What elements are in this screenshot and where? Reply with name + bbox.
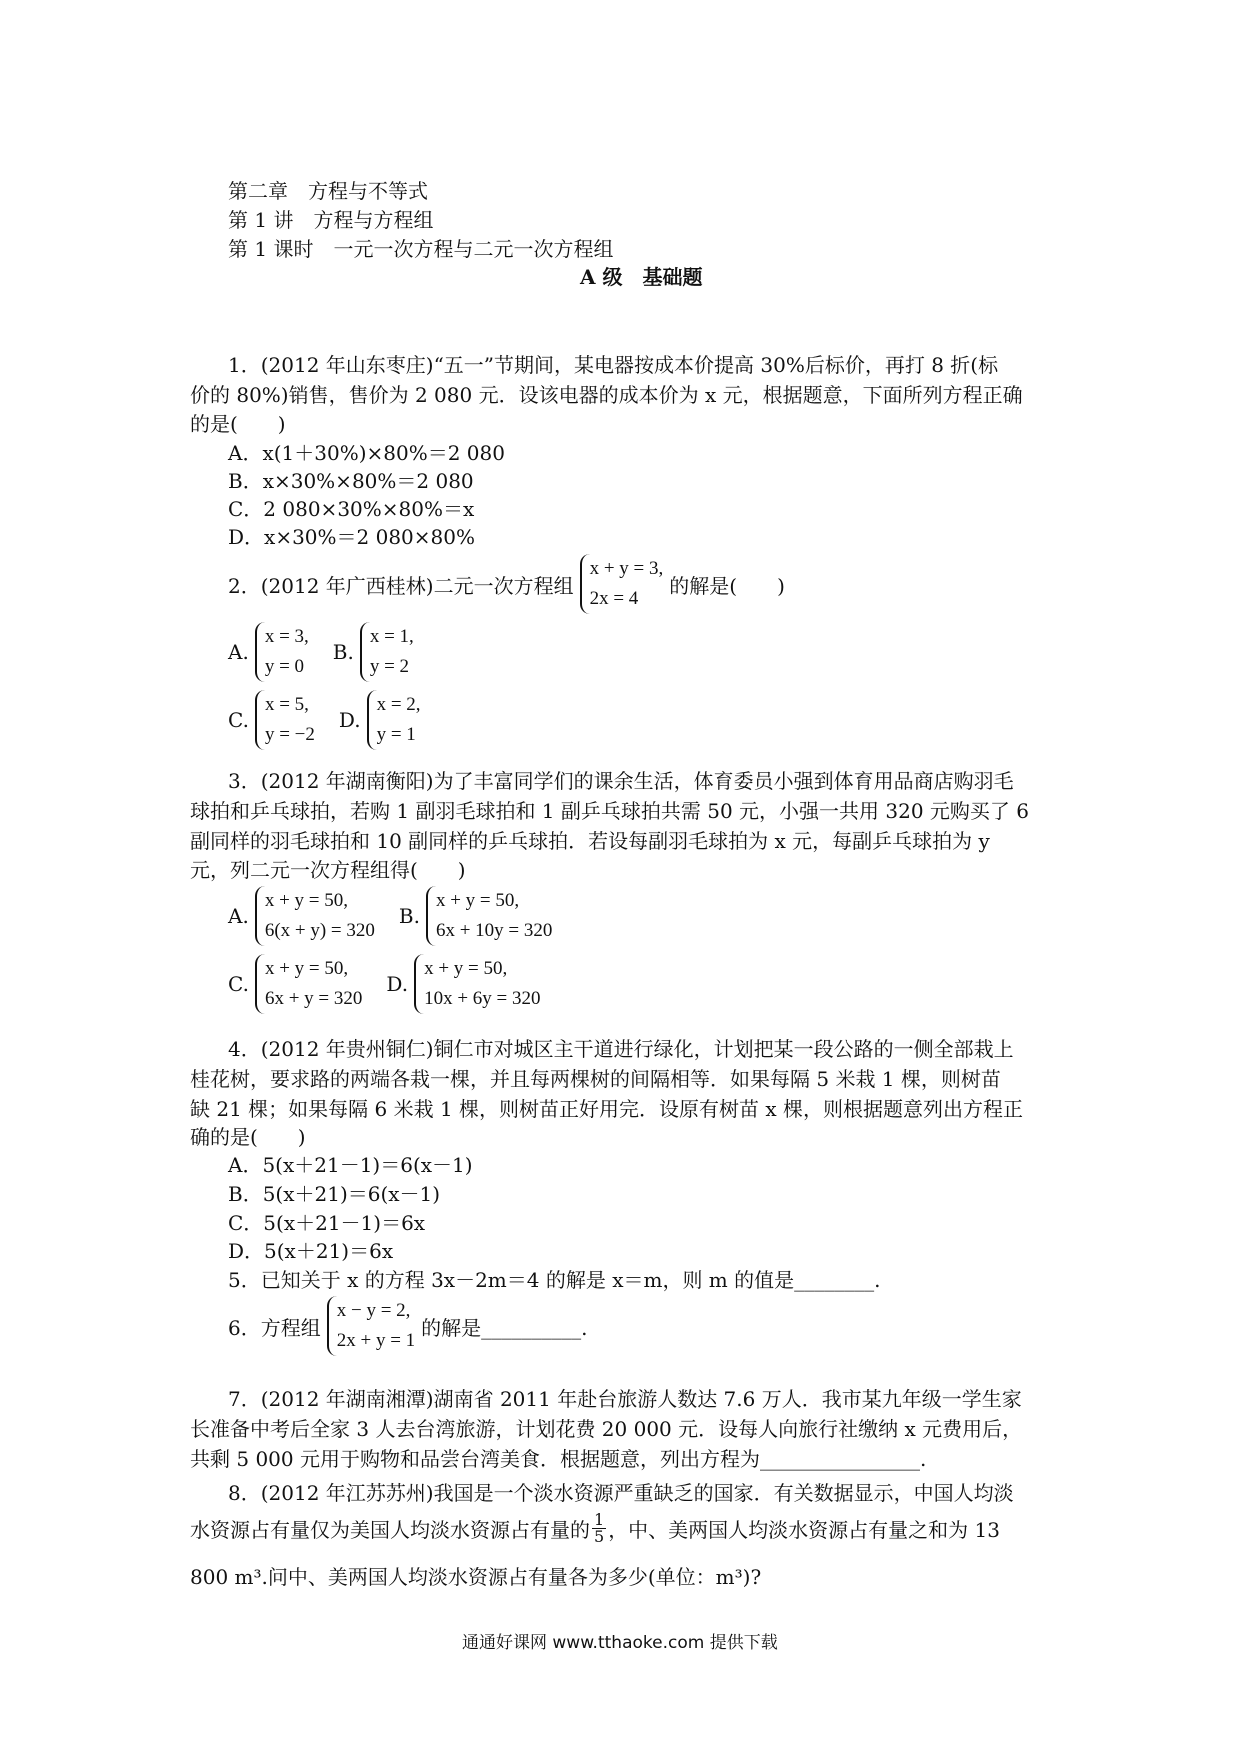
q7-line: 7．(2012 年湖南湘潭)湖南省 2011 年赴台旅游人数达 7.6 万人．我市某九年级一学生家 [228,1387,1022,1411]
q2-options-row [228,622,438,682]
fraction [592,1512,606,1545]
q6-suffix: 的解是__________. [421,1315,588,1340]
q1-option: B．x×30%×80%＝2 080 [228,469,474,493]
q1-line: 价的 80%)销售，售价为 2 080 元．设该电器的成本价为 x 元，根据题意，下面所列方程正确 [190,383,1023,407]
footer-credit: 通通好课网 www.tthaoke.com 提供下载 [462,1633,778,1653]
equation-system [426,886,552,946]
equation: 6x + 10y = 320 [435,920,553,941]
q8-line: 8．(2012 年江苏苏州)我国是一个淡水资源严重缺乏的国家．有关数据显示，中国人均淡 [228,1481,1014,1505]
equation: 6x + y = 320 [264,988,363,1009]
q4-line: 确的是( ) [190,1125,306,1149]
equation: 2x + y = 1 [336,1330,416,1351]
equation: y = −2 [264,724,315,745]
equation: x = 1, [369,626,414,647]
q2-suffix: 的解是( ) [669,573,785,598]
q8-text: ，中、美两国人均淡水资源占有量之和为 13 [608,1518,1000,1542]
q3-line: 3．(2012 年湖南衡阳)为了丰富同学们的课余生活，体育委员小强到体育用品商店购羽毛 [228,769,1014,793]
q4-line: 桂花树，要求路的两端各栽一棵，并且每两棵树的间隔相等．如果每隔 5 米栽 1 棵，则树苗 [190,1067,1001,1091]
equation: y = 2 [369,656,410,677]
fraction-denominator: 5 [594,1527,605,1546]
fraction-numerator: 1 [594,1510,605,1529]
q3-option-d [386,954,546,1014]
q3-line: 球拍和乒乓球拍，若购 1 副羽毛球拍和 1 副乒乓球拍共需 50 元，小强一共用 320 元购买了 6 [190,799,1030,823]
option-label: D. [386,972,409,996]
q1-option: A．x(1＋30%)×80%＝2 080 [228,441,505,465]
q2-option-d [339,690,427,750]
q2-option-c [228,690,321,750]
equation: x + y = 50, [424,958,508,979]
option-label: A. [228,904,249,928]
equation: y = 1 [376,724,416,745]
q2-stem [228,554,785,614]
equation: 10x + 6y = 320 [424,988,541,1009]
equation: x = 5, [264,694,309,715]
q2-option-b [333,622,420,682]
q4-option: C．5(x＋21－1)＝6x [228,1211,426,1235]
q2-prefix: 2．(2012 年广西桂林)二元一次方程组 [228,573,574,598]
q3-option-c [228,954,368,1014]
equation: x + y = 3, [589,558,664,579]
q8-line [190,1512,1000,1545]
q3-line: 元，列二元一次方程组得( ) [190,858,466,882]
q3-option-b [399,886,559,946]
q7-line: 长准备中考后全家 3 人去台湾旅游，计划花费 20 000 元．设每人向旅行社缴纳 x 元费用后， [190,1417,1023,1441]
level-title: A 级 基础题 [580,265,703,289]
q4-option: D．5(x＋21)＝6x [228,1239,394,1263]
q1-line: 1．(2012 年山东枣庄)“五一”节期间，某电器按成本价提高 30%后标价，再打 8 折(标 [228,353,999,377]
equation-system [367,690,421,750]
q3-options-row [228,954,565,1014]
option-label: A. [228,640,249,664]
q5-line: 5．已知关于 x 的方程 3x－2m＝4 的解是 x＝m，则 m 的值是________. [228,1268,881,1292]
q7-line: 共剩 5 000 元用于购物和品尝台湾美食．根据题意，列出方程为________________. [190,1447,927,1471]
equation: x + y = 50, [435,890,520,911]
q6-prefix: 6．方程组 [228,1315,321,1340]
equation: 2x = 4 [589,588,639,609]
option-label: D. [338,708,361,732]
q8-line: 800 m³.问中、美两国人均淡水资源占有量各为多少(单位：m³)? [190,1565,762,1589]
equation-system [327,1296,415,1356]
q6-stem [228,1296,588,1356]
q1-line: 的是( ) [190,412,286,436]
q3-option-a [228,886,381,946]
option-label: B. [332,640,354,664]
q4-line: 缺 21 棵；如果每隔 6 米栽 1 棵，则树苗正好用完．设原有树苗 x 棵，则根据题意列出方程正 [190,1097,1024,1121]
q4-option: A．5(x＋21－1)＝6(x－1) [228,1153,473,1177]
equation-system [255,690,315,750]
equation-system [255,954,362,1014]
equation: 6(x + y) = 320 [264,920,375,941]
equation: x + y = 50, [264,958,349,979]
equation-system [255,622,309,682]
equation: y = 0 [264,656,305,677]
equation-system [580,554,664,614]
chapter-title: 第二章 方程与不等式 [228,179,428,203]
q8-text: 水资源占有量仅为美国人均淡水资源占有量的 [190,1518,590,1542]
equation: x = 2, [376,694,421,715]
q1-option: D．x×30%＝2 080×80% [228,525,475,549]
equation: x − y = 2, [336,1300,411,1321]
option-label: C. [228,972,249,996]
q1-option: C．2 080×30%×80%＝x [228,497,475,521]
equation: x + y = 50, [264,890,348,911]
option-label: B. [398,904,420,928]
q3-options-row [228,886,576,946]
q2-option-a [228,622,315,682]
q2-options-row [228,690,445,750]
option-label: C. [228,708,249,732]
q4-option: B．5(x＋21)＝6(x－1) [228,1182,441,1206]
q3-line: 副同样的羽毛球拍和 10 副同样的乒乓球拍．若设每副羽毛球拍为 x 元，每副乒乓球拍为 y [190,829,990,853]
lesson-title: 第 1 课时 一元一次方程与二元一次方程组 [228,237,614,261]
equation-system [414,954,540,1014]
equation: x = 3, [264,626,309,647]
q4-line: 4．(2012 年贵州铜仁)铜仁市对城区主干道进行绿化，计划把某一段公路的一侧全部栽上 [228,1037,1014,1061]
lecture-title: 第 1 讲 方程与方程组 [228,208,434,232]
equation-system [255,886,375,946]
equation-system [360,622,414,682]
